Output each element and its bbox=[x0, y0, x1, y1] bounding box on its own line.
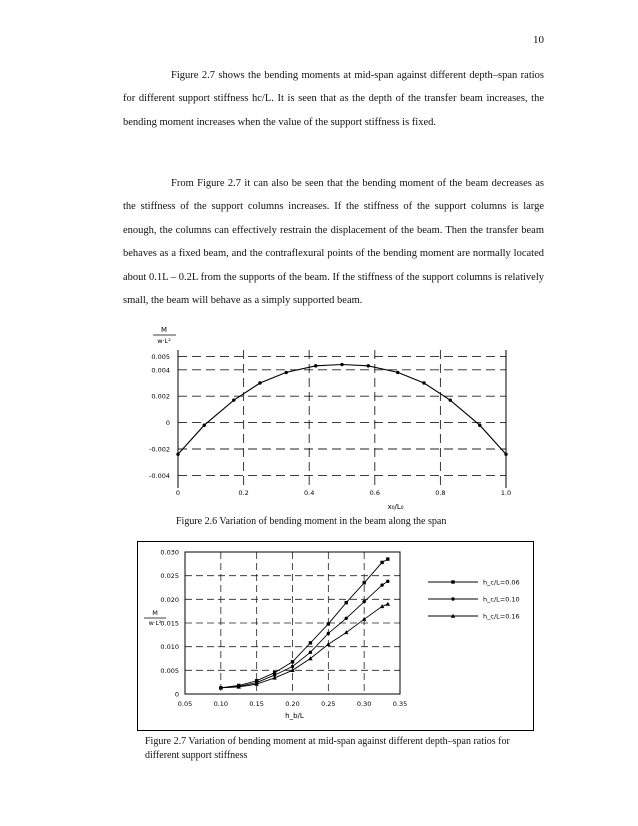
x-axis-label: x₀/L₀ bbox=[387, 503, 404, 511]
data-point bbox=[449, 398, 452, 401]
series-2-point bbox=[327, 632, 330, 635]
y-tick-label: 0.010 bbox=[160, 643, 179, 652]
data-point bbox=[478, 424, 481, 427]
y-axis-label-denominator: w·L² bbox=[157, 337, 171, 345]
legend-marker-2 bbox=[451, 597, 454, 600]
series-1-point bbox=[291, 660, 294, 663]
legend-label-1: h_c/L=0.06 bbox=[483, 578, 520, 587]
data-point bbox=[203, 424, 206, 427]
x-tick-label: 0.4 bbox=[304, 489, 315, 497]
x-tick-label: 1.0 bbox=[500, 489, 512, 497]
data-point bbox=[504, 453, 507, 456]
y-axis-label-numerator: M bbox=[160, 326, 168, 334]
data-point bbox=[176, 453, 179, 456]
legend-label-3: h_c/L=0.16 bbox=[483, 612, 520, 621]
series-1-point bbox=[386, 557, 389, 560]
legend-label-2: h_c/L=0.10 bbox=[483, 595, 520, 604]
series-2-point bbox=[380, 583, 383, 586]
y-tick-label: 0.020 bbox=[160, 595, 179, 604]
x-tick-label: 0.05 bbox=[177, 700, 193, 708]
x-tick-label: 0.35 bbox=[392, 700, 408, 708]
series-line-3 bbox=[221, 604, 388, 688]
x-tick-label: 0.30 bbox=[356, 700, 372, 708]
y-tick-label: 0.005 bbox=[151, 353, 170, 362]
figure-2-7-caption: Figure 2.7 Variation of bending moment at mid-span against different depth–span ratios for different support stiffness bbox=[145, 736, 510, 761]
series-3-point bbox=[326, 642, 330, 646]
figure-2-6-caption: Figure 2.6 Variation of bending moment in the beam along the span bbox=[176, 516, 447, 527]
legend-marker-1 bbox=[451, 580, 454, 583]
series-1-point bbox=[309, 641, 312, 644]
series-line-1 bbox=[221, 559, 388, 688]
series-2-point bbox=[345, 617, 348, 620]
x-axis-label: h_b/L bbox=[285, 712, 304, 720]
series-3-point bbox=[344, 630, 348, 634]
series-3-point bbox=[362, 617, 366, 621]
data-point bbox=[422, 381, 425, 384]
y-axis-label-numerator: M bbox=[152, 609, 158, 617]
series-1-point bbox=[345, 601, 348, 604]
data-point bbox=[396, 371, 399, 374]
y-tick-label: 0.005 bbox=[160, 666, 179, 675]
data-point bbox=[340, 363, 343, 366]
data-point bbox=[285, 371, 288, 374]
series-2-point bbox=[309, 651, 312, 654]
x-tick-label: 0.8 bbox=[435, 489, 446, 497]
y-tick-label: 0 bbox=[165, 419, 170, 428]
moment-curve bbox=[178, 365, 506, 455]
data-point bbox=[232, 398, 235, 401]
y-tick-label: 0.004 bbox=[151, 366, 170, 375]
x-tick-label: 0.6 bbox=[369, 489, 380, 497]
paragraph-stiffness-discussion: From Figure 2.7 it can also be seen that the bending moment of the beam decreases as the stiffness of the support columns increases. If the stiffness of the support columns is large enough, the columns can effectively restrain the displacement of the beam. Then the transfer beam behaves as a fixed beam, and the contraflexural points of the bending moment are normally located about 0.1L – 0.2L from the supports of the beam. If the stiffness of the support columns is relatively small, the beam will behave as a simply supported beam. bbox=[123, 178, 544, 307]
figure-2-6-chart bbox=[120, 322, 520, 512]
data-point bbox=[258, 381, 261, 384]
series-1-point bbox=[380, 561, 383, 564]
x-tick-label: 0 bbox=[175, 489, 181, 497]
x-tick-label: 0.2 bbox=[238, 489, 249, 497]
y-tick-label: 0.015 bbox=[160, 619, 179, 628]
y-tick-label: -0.002 bbox=[149, 445, 170, 454]
y-tick-label: 0.030 bbox=[160, 548, 179, 557]
data-point bbox=[314, 364, 317, 367]
figure-2-7-frame bbox=[137, 541, 534, 731]
series-1-point bbox=[327, 622, 330, 625]
series-2-point bbox=[386, 580, 389, 583]
x-tick-label: 0.25 bbox=[321, 700, 336, 708]
y-axis-label-denominator: w·L² bbox=[148, 620, 162, 627]
y-tick-label: -0.004 bbox=[149, 471, 170, 480]
y-tick-label: 0.025 bbox=[160, 572, 179, 581]
series-2-point bbox=[291, 665, 294, 668]
series-3-point bbox=[386, 602, 390, 606]
y-tick-label: 0.002 bbox=[151, 392, 170, 401]
page-number: 10 bbox=[533, 34, 544, 46]
figure-2-7-chart bbox=[138, 542, 533, 730]
series-1-point bbox=[362, 581, 365, 584]
series-line-2 bbox=[221, 581, 388, 688]
x-tick-label: 0.20 bbox=[285, 700, 300, 708]
x-tick-label: 0.10 bbox=[213, 700, 229, 708]
paragraph-figure-2-7-intro: Figure 2.7 shows the bending moments at mid-span against different depth–span ratios for different support stiffness hc/L. It is seen that as the depth of the transfer beam increases, the bending moment increases when the value of the support stiffness is fixed. bbox=[123, 70, 544, 128]
x-tick-label: 0.15 bbox=[249, 700, 264, 708]
data-point bbox=[367, 364, 370, 367]
y-tick-label: 0 bbox=[174, 690, 179, 699]
series-2-point bbox=[362, 600, 365, 603]
